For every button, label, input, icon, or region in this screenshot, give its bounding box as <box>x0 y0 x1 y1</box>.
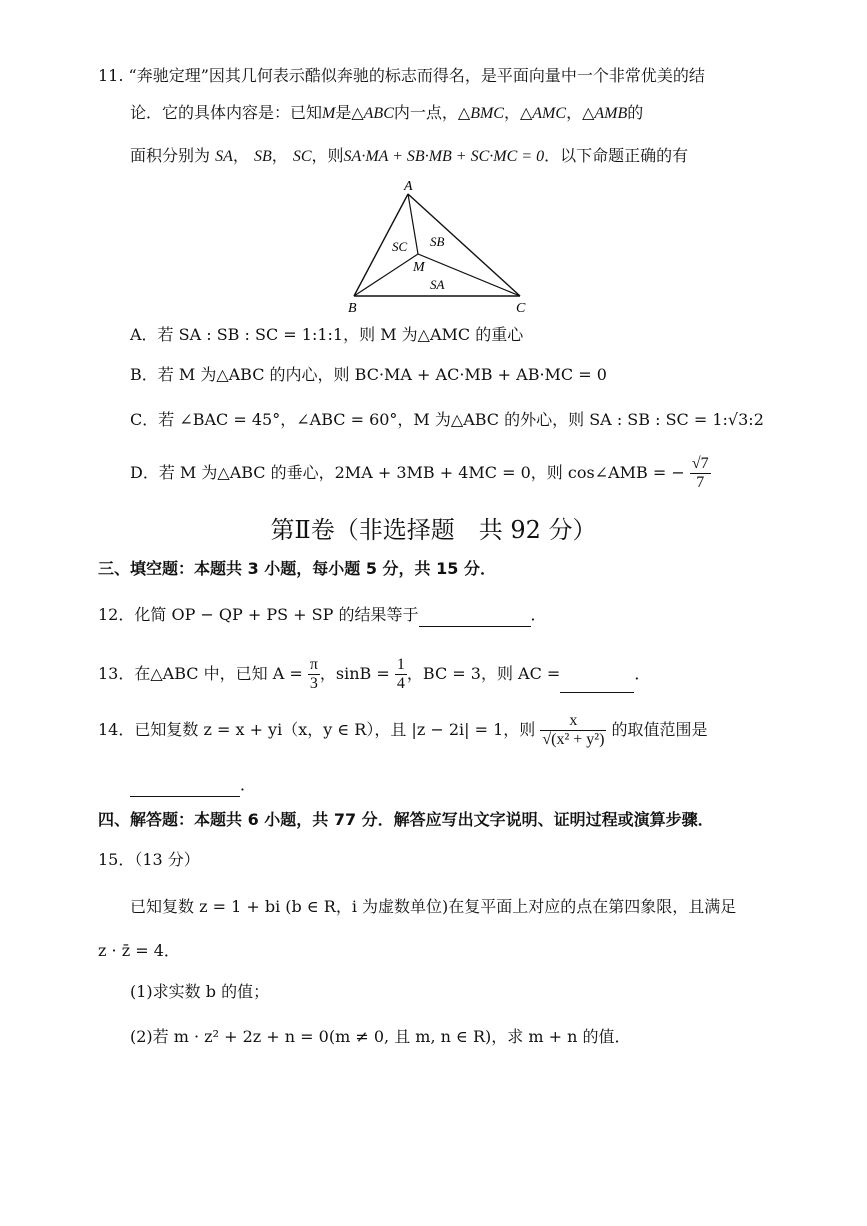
q11-line2 <box>130 101 643 126</box>
q14-answer-blank[interactable] <box>130 778 240 797</box>
fraction-numerator: x <box>540 712 606 731</box>
q15-sub2: (2)若 m · z² + 2z + n = 0(m ≠ 0, 且 m, n ∈ R)，求 m + n 的值． <box>130 1027 631 1046</box>
q13-fraction-a <box>308 656 320 693</box>
q11-text-b: 是△ <box>335 103 364 122</box>
q11-triangle-bmc: BMC <box>470 105 504 122</box>
label-sc: SC <box>392 239 408 254</box>
q11-line3: 面积分别为 SA， SB， SC，则SA·MA + SB·MB + SC·MC = 0．以下命题正确的有 <box>130 146 689 165</box>
q11-text: “奔驰定理”因其几何表示酷似奔驰的标志而得名，是平面向量中一个非常优美的结 <box>128 66 705 85</box>
q11-option-a: A．若 SA : SB : SC = 1:1:1，则 M 为△AMC 的重心 <box>130 325 524 344</box>
q11-text-f: 的 <box>627 103 644 122</box>
q11-option-c: C．若 ∠BAC = 45°，∠ABC = 60°，M 为△ABC 的外心，则 SA : SB : SC = 1:√3:2 <box>130 410 764 429</box>
q13-fraction-sin <box>395 656 407 693</box>
fraction-numerator: π <box>309 656 318 673</box>
q13-answer-blank[interactable] <box>560 674 634 693</box>
q14-text-a: 14．已知复数 z = x + yi（x，y ∈ R），且 |z − 2i| = 1，则 <box>98 720 536 739</box>
label-m: M <box>413 260 425 275</box>
q11-text-a: 论．它的具体内容是：已知 <box>130 103 323 122</box>
q11-line1 <box>98 64 705 88</box>
q12-text: 12．化简 OP − QP + PS + SP 的结果等于 <box>98 605 419 624</box>
section-2-title: 第Ⅱ卷（非选择题 共 92 分） <box>270 516 597 544</box>
q14-fraction <box>540 712 606 749</box>
q13-text-c: ，BC = 3，则 AC = <box>406 664 561 683</box>
q11-text-c: 内一点，△ <box>393 103 471 122</box>
label-c: C <box>516 301 526 316</box>
q15-sub1: (1)求实数 b 的值； <box>130 982 270 1001</box>
q14 <box>98 712 708 749</box>
q11-option-d <box>130 455 711 492</box>
q14-end: ． <box>240 775 257 794</box>
fraction-numerator: 1 <box>396 656 405 673</box>
q11-then: ，则 <box>311 146 344 165</box>
q14-blank-line <box>130 773 256 797</box>
label-a: A <box>404 179 413 194</box>
fraction-numerator: √7 <box>691 455 709 472</box>
q11-triangle-abc: ABC <box>363 105 394 122</box>
q15-line2: z · z̄ = 4． <box>98 941 180 960</box>
label-sb: SB <box>430 234 445 249</box>
segment-am <box>408 194 418 254</box>
q12-answer-blank[interactable] <box>419 608 531 627</box>
label-sa: SA <box>430 277 445 292</box>
q11-sc: SC <box>292 148 312 165</box>
q11-sb: SB <box>253 148 272 165</box>
q15-title: 15．（13 分） <box>98 850 200 869</box>
q11-sa: SA <box>215 148 233 165</box>
triangle-figure <box>340 176 540 316</box>
fraction-denominator: 4 <box>396 675 405 692</box>
q13 <box>98 656 650 693</box>
part4-heading: 四、解答题：本题共 6 小题，共 77 分．解答应写出文字说明、证明过程或演算步骤． <box>98 810 714 829</box>
q13-text-b: ，sinB = <box>319 664 390 683</box>
q11-triangle-amc: AMC <box>532 105 567 122</box>
q11-text-e: ，△ <box>566 103 595 122</box>
segment-bm <box>354 254 418 296</box>
q12-end: ． <box>530 605 547 624</box>
question-number: 11. <box>98 66 124 85</box>
q15-line1: 已知复数 z = 1 + bi (b ∈ R，i 为虚数单位)在复平面上对应的点在第四象限，且满足 <box>130 897 737 916</box>
q11-option-b: B．若 M 为△ABC 的内心，则 BC·MA + AC·MB + AB·MC = 0 <box>130 365 607 384</box>
label-b: B <box>348 301 357 316</box>
q13-end: ． <box>634 664 651 683</box>
q11-text-d: ，△ <box>503 103 533 122</box>
q11-formula: SA·MA + SB·MB + SC·MC = 0 <box>343 148 545 165</box>
q11-option-d-text: D．若 M 为△ABC 的垂心，2MA + 3MB + 4MC = 0，则 cos∠AMB = − <box>130 463 685 482</box>
q14-text-b: 的取值范围是 <box>611 720 708 739</box>
part3-heading: 三、填空题：本题共 3 小题，每小题 5 分，共 15 分． <box>98 559 496 578</box>
edge-ac <box>408 194 520 296</box>
fraction-denominator: 3 <box>309 675 318 692</box>
q11-option-d-fraction <box>690 455 711 492</box>
q11-point-m: M <box>322 105 336 122</box>
q11-line3-end: ．以下命题正确的有 <box>544 146 689 165</box>
q13-text-a: 13．在△ABC 中，已知 A = <box>98 664 303 683</box>
q11-text-area: 面积分别为 <box>130 146 211 165</box>
fraction-denominator: √(x² + y²) <box>542 731 605 748</box>
q11-triangle-amb: AMB <box>594 105 628 122</box>
q12 <box>98 603 547 627</box>
fraction-denominator: 7 <box>696 474 705 491</box>
